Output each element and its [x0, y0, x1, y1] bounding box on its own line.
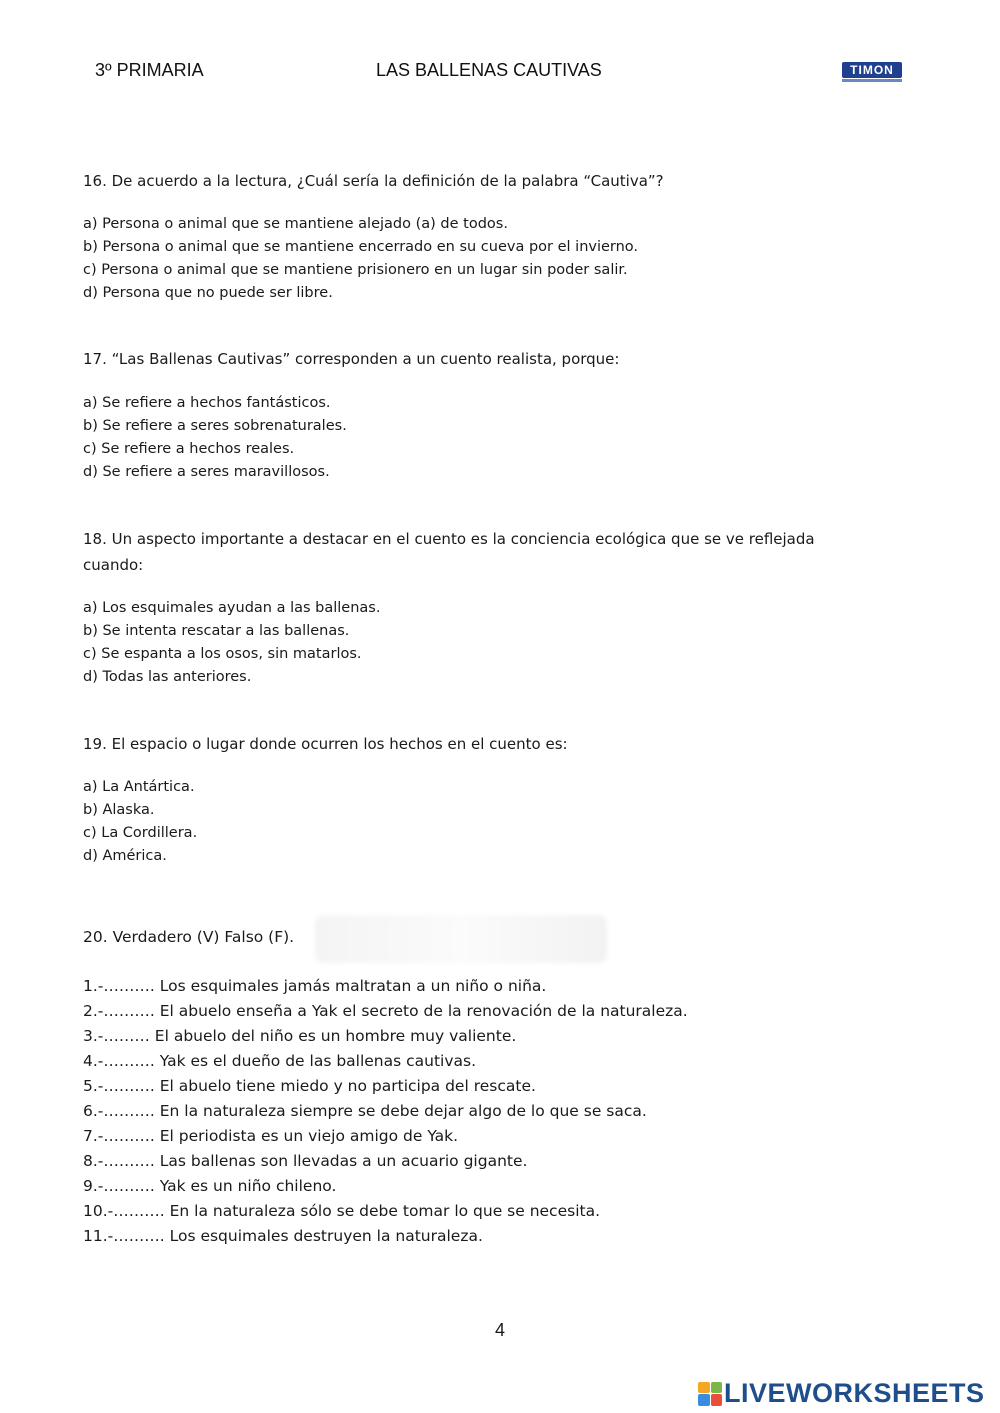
question-18-options [83, 597, 873, 689]
question-16-options [83, 213, 873, 305]
option-c: c) La Cordillera. [83, 825, 198, 841]
tf-item[interactable]: 3.-……… El abuelo del niño es un hombre muy valiente. [83, 1027, 517, 1045]
option-c: c) Persona o animal que se mantiene prisionero en un lugar sin poder salir. [83, 262, 628, 278]
option-c: c) Se refiere a hechos reales. [83, 441, 295, 457]
tf-item[interactable]: 6.-………. En la naturaleza siempre se debe dejar algo de lo que se saca. [83, 1102, 647, 1120]
option-d: d) América. [83, 848, 167, 864]
true-false-list [83, 974, 883, 1249]
option-b: b) Alaska. [83, 802, 155, 818]
question-18-prompt: 18. Un aspecto importante a destacar en el cuento es la conciencia ecológica que se ve reflejada cuando: [83, 530, 815, 574]
tf-item[interactable]: 7.-………. El periodista es un viejo amigo de Yak. [83, 1127, 459, 1145]
tf-item[interactable]: 1.-………. Los esquimales jamás maltratan a un niño o niña. [83, 977, 547, 995]
tf-item[interactable]: 10.-………. En la naturaleza sólo se debe tomar lo que se necesita. [83, 1202, 601, 1220]
liveworksheets-watermark [698, 1378, 985, 1409]
question-16-prompt: 16. De acuerdo a la lectura, ¿Cuál sería la definición de la palabra “Cautiva”? [83, 172, 664, 190]
option-d: d) Persona que no puede ser libre. [83, 285, 333, 301]
option-d: d) Todas las anteriores. [83, 669, 252, 685]
option-a: a) Los esquimales ayudan a las ballenas. [83, 600, 381, 616]
option-b: b) Se intenta rescatar a las ballenas. [83, 623, 350, 639]
tf-item[interactable]: 5.-………. El abuelo tiene miedo y no participa del rescate. [83, 1077, 536, 1095]
option-b: b) Persona o animal que se mantiene encerrado en su cueva por el invierno. [83, 239, 639, 255]
question-17-options [83, 392, 873, 484]
question-17-prompt: 17. “Las Ballenas Cautivas” corresponden a un cuento realista, porque: [83, 350, 620, 368]
tf-item[interactable]: 4.-………. Yak es el dueño de las ballenas cautivas. [83, 1052, 477, 1070]
tf-item[interactable]: 8.-………. Las ballenas son llevadas a un acuario gigante. [83, 1152, 528, 1170]
question-19-options [83, 776, 873, 868]
option-b: b) Se refiere a seres sobrenaturales. [83, 418, 347, 434]
tf-item[interactable]: 2.-………. El abuelo enseña a Yak el secreto de la renovación de la naturaleza. [83, 1002, 688, 1020]
liveworksheets-text: LIVEWORKSHEETS [724, 1378, 985, 1408]
option-a: a) Persona o animal que se mantiene alejado (a) de todos. [83, 216, 508, 232]
question-20-prompt: 20. Verdadero (V) Falso (F). [83, 928, 295, 946]
logo-underline [842, 79, 902, 82]
grade-label: 3º PRIMARIA [95, 60, 204, 80]
option-c: c) Se espanta a los osos, sin matarlos. [83, 646, 362, 662]
tf-item[interactable]: 9.-………. Yak es un niño chileno. [83, 1177, 337, 1195]
option-a: a) Se refiere a hechos fantásticos. [83, 395, 331, 411]
page-number: 4 [494, 1320, 505, 1340]
page-title: LAS BALLENAS CAUTIVAS [376, 60, 602, 80]
liveworksheets-logo-icon [698, 1382, 722, 1406]
option-d: d) Se refiere a seres maravillosos. [83, 464, 330, 480]
question-19-prompt: 19. El espacio o lugar donde ocurren los hechos en el cuento es: [83, 735, 568, 753]
answer-blank-area[interactable] [315, 915, 607, 963]
option-a: a) La Antártica. [83, 779, 195, 795]
timon-logo: TIMON [842, 62, 902, 78]
tf-item[interactable]: 11.-………. Los esquimales destruyen la naturaleza. [83, 1227, 483, 1245]
